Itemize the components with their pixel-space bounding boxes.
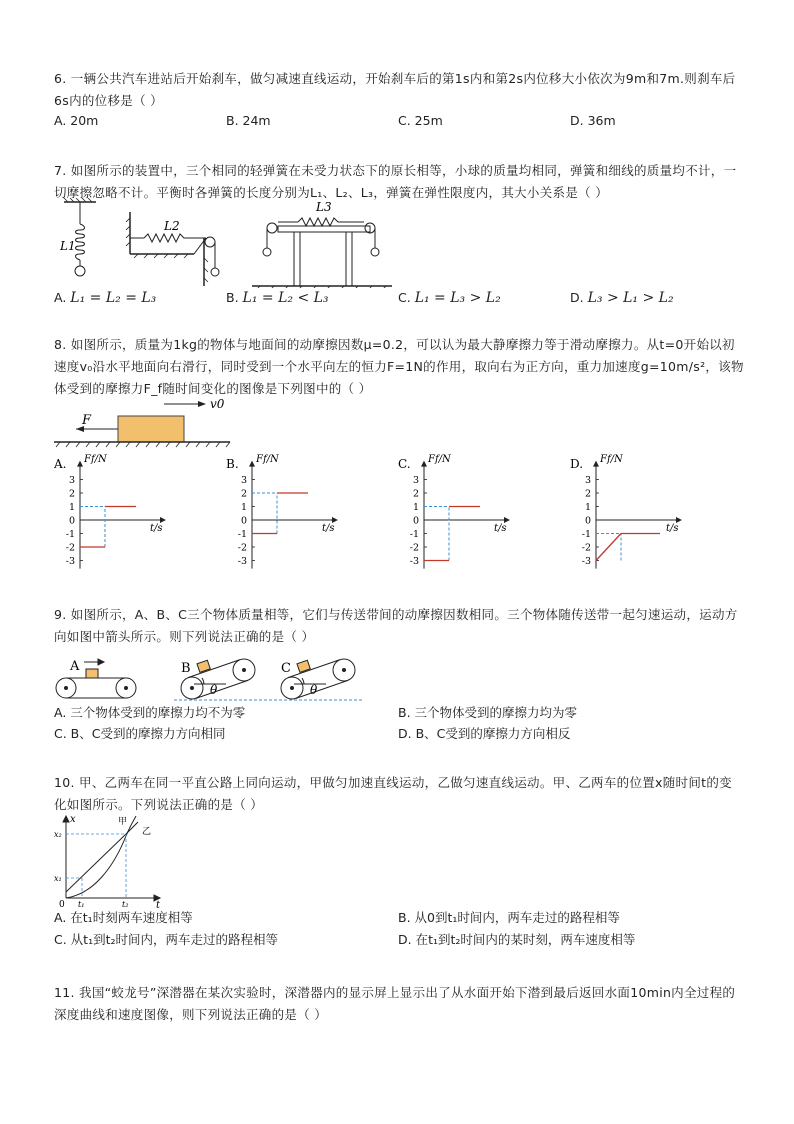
- q9-belt-c: [281, 659, 355, 699]
- q8-graph-y-arrow: [421, 461, 427, 467]
- q8-graph-tick-label: 0: [68, 515, 75, 527]
- q10-stem: 10. 甲、乙两车在同一平直公路上同向运动，甲做匀加速直线运动，乙做匀速直线运动。甲、乙两车的位置x随时间t的变化如图所示。下列说法正确的是（ ）: [54, 775, 732, 812]
- q8-graph-tick-label: 2: [584, 488, 591, 500]
- q8-graph-tick-label: -3: [409, 556, 419, 567]
- q8-force-label: F: [82, 413, 92, 428]
- q9-belt-b: [181, 656, 255, 699]
- q8-graph-tick-label: 0: [412, 515, 419, 527]
- q6-option-d[interactable]: D. 36m: [570, 113, 616, 128]
- q10-x2: x₂: [54, 830, 62, 839]
- q10-option-d[interactable]: D. 在t₁到t₂时间内的某时刻，两车速度相等: [398, 932, 636, 947]
- q7-option-a-expr: L₁ = L₂ = L₃: [70, 290, 157, 306]
- q8-graph-xlabel: t/s: [150, 523, 163, 534]
- q8-graph-tick-label: -3: [65, 556, 75, 567]
- q10-t1: t₁: [78, 900, 85, 908]
- q9-stem: 9. 如图所示，A、B、C三个物体质量相等，它们与传送带间的动摩擦因数相同。三个物体随传送带一起匀速运动，运动方向如图中箭头所示。则下列说法正确的是（ ）: [54, 607, 738, 644]
- q9-theta-c: θ: [310, 683, 318, 697]
- q9-option-d[interactable]: D. B、C受到的摩擦力方向相反: [398, 726, 571, 741]
- q8-graph-letter: A.: [54, 457, 67, 471]
- q6-option-c[interactable]: C. 25m: [398, 113, 443, 128]
- q7-label-l1: L1: [60, 239, 76, 253]
- q8-graph-tick-label: 0: [240, 515, 247, 527]
- q9-option-a[interactable]: A. 三个物体受到的摩擦力均不为零: [54, 705, 246, 720]
- q10-label-yi: 乙: [142, 827, 152, 837]
- q9-label-a: A: [70, 659, 80, 674]
- q8-graph-ylabel: Ff/N: [84, 454, 107, 465]
- q10-origin: 0: [59, 900, 65, 908]
- q8-graph-tick-label: 2: [412, 488, 419, 500]
- q8-graph-tick-label: -2: [237, 542, 247, 554]
- q8-graph-letter: D.: [570, 457, 584, 471]
- q8-graph-ylabel: Ff/N: [256, 454, 279, 465]
- q10-option-c[interactable]: C. 从t₁到t₂时间内，两车走过的路程相等: [54, 932, 278, 947]
- q9-option-b[interactable]: B. 三个物体受到的摩擦力均为零: [398, 705, 578, 720]
- q7-option-d[interactable]: D. L₃ > L₁ > L₂: [570, 290, 674, 306]
- q10-t2: t₂: [122, 900, 129, 908]
- q10-option-b[interactable]: B. 从0到t₁时间内，两车走过的路程相等: [398, 910, 620, 925]
- q8-graph-tick-label: -1: [237, 529, 247, 540]
- q6-option-a[interactable]: A. 20m: [54, 113, 99, 128]
- q8-block: [118, 416, 184, 442]
- q6-stem: 6. 一辆公共汽车进站后开始刹车，做匀减速直线运动，开始刹车后的第1s内和第2s内位移大小依次为9m和7m.则刹车后6s内的位移是（ ）: [54, 71, 736, 108]
- q7-figure-1: [64, 198, 96, 276]
- q8-graph-tick-label: 1: [584, 502, 591, 513]
- q8-graph-tick-label: -2: [581, 542, 591, 554]
- q10-curve-jia: [66, 816, 136, 898]
- q8-graph-tick-label: -2: [409, 542, 419, 554]
- q8-graph-xlabel: t/s: [666, 523, 679, 534]
- q7-option-c-expr: L₁ = L₃ > L₂: [414, 290, 501, 306]
- q8-graph-y-arrow: [77, 461, 83, 467]
- q8-graph-tick-label: 2: [68, 488, 75, 500]
- q10-option-a[interactable]: A. 在t₁时刻两车速度相等: [54, 910, 193, 925]
- q11-stem: 11. 我国“蛟龙号”深潜器在某次实验时，深潜器内的显示屏上显示出了从水面开始下潜到最后返回水面10min内全过程的深度曲线和速度图像，则下列说法正确的是（ ）: [54, 985, 736, 1022]
- q8-graph-tick-label: 3: [584, 475, 591, 486]
- q8-graph-tick-label: 1: [240, 502, 247, 513]
- q8-graph-tick-label: -3: [237, 556, 247, 567]
- q8-graph-ylabel: Ff/N: [428, 454, 451, 465]
- q7-stem: 7. 如图所示的装置中，三个相同的轻弹簧在未受力状态下的原长相等，小球的质量均相同，弹簧和细线的质量均不计，一切摩擦忽略不计。平衡时各弹簧的长度分别为L₁、L₂、L₃，弹簧在弹性限度内，其大小关系是（ ）: [54, 163, 737, 200]
- q9-option-c[interactable]: C. B、C受到的摩擦力方向相同: [54, 726, 226, 741]
- q8-stem: 8. 如图所示，质量为1kg的物体与地面间的动摩擦因数μ=0.2，可以认为最大静摩擦力等于滑动摩擦力。从t=0开始以初速度v₀沿水平地面向右滑行，同时受到一个水平向左的恒力F=1N的作用，取向右为正方向，重力加速度g=10m/s²，该物体受到的摩擦力F_f随时间变化的图像是下列图中的（ ）: [54, 337, 744, 396]
- q7-option-c[interactable]: C. L₁ = L₃ > L₂: [398, 290, 501, 306]
- q8-graph-tick-label: 3: [68, 475, 75, 486]
- q8-graphs: [54, 448, 744, 578]
- q9-label-b: B: [181, 661, 191, 676]
- q8-graph-tick-label: 3: [412, 475, 419, 486]
- q8-graph-ylabel: Ff/N: [600, 454, 623, 465]
- q8-graph-tick-label: -1: [409, 529, 419, 540]
- q7-label-l2: L2: [164, 219, 180, 233]
- q7-option-b-expr: L₁ = L₂ < L₃: [242, 290, 329, 306]
- q8-graph-letter: C.: [398, 457, 411, 471]
- q8-graph-tick-label: 1: [412, 502, 419, 513]
- q7-option-b[interactable]: B. L₁ = L₂ < L₃: [226, 290, 329, 306]
- q9-theta-b: θ: [210, 683, 218, 697]
- q8-graph-tick-label: 2: [240, 488, 247, 500]
- q8-velocity-label: v0: [210, 397, 225, 411]
- q8-graph-tick-label: -3: [581, 556, 591, 567]
- q9-conveyor-figure: [54, 656, 364, 702]
- q8-graph-tick-label: 0: [584, 515, 591, 527]
- q8-graph-before-segment: [596, 534, 621, 561]
- q7-option-d-expr: L₃ > L₁ > L₂: [587, 290, 674, 306]
- q8-graph-tick-label: 1: [68, 502, 75, 513]
- q10-graph: [54, 814, 164, 908]
- q8-graph-y-arrow: [249, 461, 255, 467]
- q8-graph-y-arrow: [593, 461, 599, 467]
- q10-axis-t: t: [156, 900, 161, 908]
- q8-graph-tick-label: 3: [240, 475, 247, 486]
- q10-x1: x₁: [54, 874, 62, 883]
- q10-axis-x: x: [70, 814, 76, 825]
- q10-label-jia: 甲: [118, 817, 128, 827]
- q8-graph-xlabel: t/s: [494, 523, 507, 534]
- q9-label-c: C: [281, 661, 291, 676]
- q9-belt-a: [56, 659, 136, 698]
- q8-graph-xlabel: t/s: [322, 523, 335, 534]
- q8-graph-tick-label: -2: [65, 542, 75, 554]
- q7-spring-figures: [54, 198, 394, 288]
- q7-figure-3: [252, 218, 392, 288]
- q7-label-l3: L3: [316, 200, 332, 214]
- q8-graph-letter: B.: [226, 457, 239, 471]
- q7-option-a[interactable]: A. L₁ = L₂ = L₃: [54, 290, 157, 306]
- q6-option-b[interactable]: B. 24m: [226, 113, 271, 128]
- q8-graph-tick-label: -1: [581, 529, 591, 540]
- q8-block-figure: [54, 394, 234, 450]
- q8-graph-tick-label: -1: [65, 529, 75, 540]
